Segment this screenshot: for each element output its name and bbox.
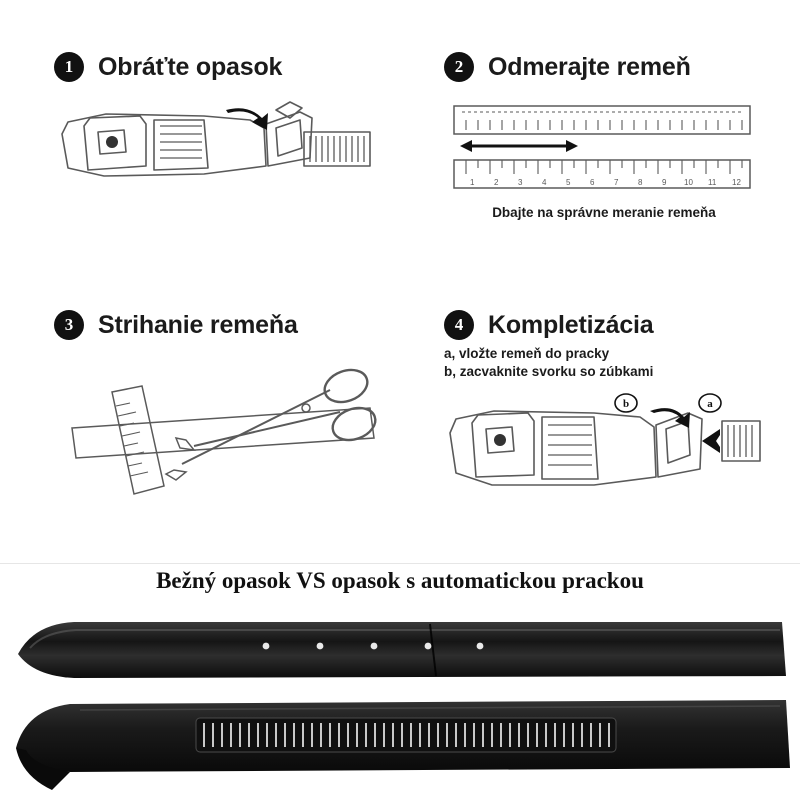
svg-text:2: 2 bbox=[494, 178, 499, 187]
marker-a bbox=[699, 394, 721, 412]
step-4-header bbox=[444, 310, 764, 340]
svg-text:3: 3 bbox=[518, 178, 523, 187]
svg-text:7: 7 bbox=[614, 178, 619, 187]
step-1 bbox=[54, 52, 374, 203]
belt-comparison bbox=[0, 600, 800, 800]
svg-text:12: 12 bbox=[732, 178, 741, 187]
step-4-sub-lines bbox=[444, 346, 764, 379]
step-2-illustration bbox=[444, 88, 764, 203]
step-2-badge: 2 bbox=[444, 52, 474, 82]
step-4-sub-line-a bbox=[444, 346, 764, 361]
step-3-illustration bbox=[54, 346, 384, 511]
step-4 bbox=[444, 310, 764, 520]
step-4-illustration bbox=[444, 385, 764, 520]
svg-text:6: 6 bbox=[590, 178, 595, 187]
step-4-badge: 4 bbox=[444, 310, 474, 340]
step-4-sub-lead-b: b, bbox=[444, 364, 456, 379]
step-3-title: Strihanie remeňa bbox=[98, 310, 298, 339]
ruler-measure-icon bbox=[444, 88, 764, 198]
step-4-sub-text-a: vložte remeň do pracky bbox=[459, 346, 610, 361]
marker-b bbox=[615, 394, 637, 412]
step-1-illustration bbox=[54, 88, 374, 203]
step-1-title: Obráťte opasok bbox=[98, 52, 283, 81]
svg-text:1: 1 bbox=[470, 178, 475, 187]
classic-belt bbox=[18, 622, 786, 678]
svg-text:9: 9 bbox=[662, 178, 667, 187]
svg-text:11: 11 bbox=[708, 178, 717, 187]
svg-text:a: a bbox=[707, 398, 713, 410]
step-4-sub-text-b: zacvaknite svorku so zúbkami bbox=[459, 364, 654, 379]
step-4-sub-lead-a: a, bbox=[444, 346, 456, 361]
compare-title: Bežný opasok VS opasok s automatickou prackou bbox=[156, 568, 644, 593]
svg-text:5: 5 bbox=[566, 178, 571, 187]
svg-text:10: 10 bbox=[684, 178, 693, 187]
belt-buckle-flip-icon bbox=[54, 88, 374, 198]
assembly-icon bbox=[444, 385, 764, 515]
step-3 bbox=[54, 310, 384, 511]
svg-text:b: b bbox=[622, 398, 630, 410]
step-2 bbox=[444, 52, 764, 220]
step-4-title: Kompletizácia bbox=[488, 310, 654, 339]
step-1-header bbox=[54, 52, 374, 82]
measure-arrow-icon bbox=[460, 140, 578, 152]
step-2-title: Odmerajte remeň bbox=[488, 52, 691, 81]
section-divider bbox=[0, 563, 800, 564]
svg-text:8: 8 bbox=[638, 178, 643, 187]
step-4-sub-line-b bbox=[444, 364, 764, 379]
step-3-badge: 3 bbox=[54, 310, 84, 340]
scissors-cut-icon bbox=[54, 346, 384, 506]
step-3-header bbox=[54, 310, 384, 340]
step-2-header bbox=[444, 52, 764, 82]
insert-arrow-icon bbox=[702, 429, 720, 453]
step-1-badge: 1 bbox=[54, 52, 84, 82]
ratchet-belt bbox=[16, 700, 790, 790]
step-2-caption: Dbajte na správne meranie remeňa bbox=[492, 205, 716, 220]
svg-text:4: 4 bbox=[542, 178, 547, 187]
